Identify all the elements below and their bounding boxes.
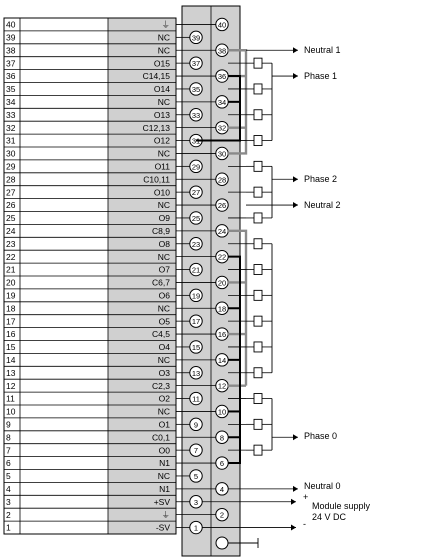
signal-label: N1 — [159, 484, 170, 494]
row-number: 27 — [6, 187, 16, 198]
row-number: 19 — [6, 290, 16, 301]
row-number: 25 — [6, 213, 16, 224]
signal-label: C4,5 — [152, 329, 170, 340]
row-number: 22 — [6, 251, 16, 262]
signal-label: C2,3 — [152, 380, 170, 391]
terminal-number: 11 — [192, 394, 200, 404]
label-voltage: 24 V DC — [312, 512, 347, 522]
terminal-number: 21 — [191, 265, 201, 275]
row-number: 33 — [6, 109, 16, 120]
row-number: 30 — [6, 148, 16, 159]
terminal-number: 13 — [191, 368, 201, 378]
terminal-number: 31 — [191, 136, 201, 146]
row-number: 40 — [6, 19, 16, 30]
terminal-number: 6 — [219, 459, 225, 469]
row-number: 23 — [6, 238, 16, 249]
load-resistor — [254, 187, 262, 197]
terminal-number: 4 — [219, 484, 225, 494]
label-phase-1: Phase 1 — [304, 71, 338, 81]
row-number: 36 — [6, 71, 16, 82]
signal-label: NC — [157, 251, 170, 262]
terminal-number: 23 — [191, 239, 201, 249]
terminal-number: 28 — [217, 175, 227, 185]
signal-label: O5 — [158, 316, 170, 327]
terminal-number: 2 — [219, 510, 225, 520]
row-number: 32 — [6, 122, 16, 133]
terminal-number: 7 — [193, 446, 199, 456]
signal-label: NC — [157, 355, 170, 365]
row-number: 7 — [6, 445, 11, 456]
row-number: 3 — [6, 496, 11, 507]
signal-label: C10,11 — [143, 174, 170, 185]
load-resistor — [254, 161, 262, 171]
signal-label: ⏚ — [161, 19, 170, 30]
signal-label: O9 — [158, 213, 170, 224]
terminal-number: 40 — [217, 20, 227, 30]
signal-label: NC — [157, 97, 170, 107]
terminal-number: 26 — [217, 201, 227, 211]
cable-table — [4, 18, 176, 534]
load-resistor — [254, 368, 262, 378]
signal-label: NC — [157, 471, 170, 482]
load-resistor — [254, 213, 262, 223]
signal-label: O12 — [153, 135, 170, 146]
row-number: 35 — [6, 84, 16, 95]
row-number: 28 — [6, 174, 16, 185]
terminal-number: 20 — [217, 278, 227, 288]
terminal-number: 34 — [217, 97, 227, 107]
terminal-number: 5 — [193, 471, 199, 481]
terminal-number: 33 — [191, 110, 201, 120]
signal-label: C6,7 — [152, 277, 170, 288]
row-number: 24 — [6, 226, 16, 236]
signal-label: O7 — [158, 264, 170, 275]
row-number: 37 — [6, 58, 16, 69]
terminal-number: 38 — [217, 46, 227, 56]
row-number: 11 — [6, 393, 15, 404]
terminal-number: 22 — [217, 252, 227, 262]
terminal-number: 17 — [191, 317, 201, 327]
load-resistor — [254, 342, 262, 352]
signal-label: C8,9 — [152, 226, 170, 236]
signal-label: -SV — [155, 522, 170, 533]
terminal-number: 14 — [217, 355, 227, 365]
row-number: 21 — [6, 264, 16, 275]
row-number: 1 — [6, 522, 11, 533]
row-number: 38 — [6, 45, 16, 56]
row-number: 20 — [6, 277, 16, 288]
load-resistor — [254, 445, 262, 455]
load-resistor — [254, 84, 262, 94]
signal-label: C12,13 — [142, 122, 170, 133]
terminal-number: 25 — [191, 213, 201, 223]
signal-label: O13 — [153, 109, 170, 120]
signal-label: ⏚ — [161, 509, 170, 520]
row-number: 8 — [6, 432, 11, 443]
row-number: 34 — [6, 97, 16, 107]
label-neutral-1: Neutral 1 — [304, 45, 341, 55]
terminal-number: 27 — [191, 188, 201, 198]
row-number: 13 — [6, 367, 16, 378]
row-number: 2 — [6, 509, 11, 520]
load-resistor — [254, 265, 262, 275]
label-phase-0: Phase 0 — [304, 431, 338, 441]
terminal-number: 30 — [217, 149, 227, 159]
signal-label: NC — [157, 32, 170, 43]
load-resistor — [254, 58, 262, 68]
signal-label: O11 — [154, 161, 170, 172]
terminal-number: 10 — [217, 407, 227, 417]
row-number: 26 — [6, 200, 16, 211]
terminal-number: 3 — [193, 497, 199, 507]
signal-label: O8 — [158, 238, 170, 249]
label-neutral-2: Neutral 2 — [304, 200, 341, 210]
row-number: 14 — [6, 355, 16, 365]
terminal-number: 12 — [217, 381, 227, 391]
label-module-supply: Module supply — [312, 501, 371, 511]
load-resistor — [254, 419, 262, 429]
signal-label: C0,1 — [152, 432, 170, 443]
row-number: 12 — [6, 380, 16, 391]
terminal-number: 35 — [191, 84, 201, 94]
signal-label: NC — [157, 45, 170, 56]
signal-label: O15 — [153, 58, 170, 69]
signal-label: O4 — [158, 342, 170, 353]
mounting-screw — [216, 537, 228, 549]
terminal-number: 39 — [191, 33, 201, 43]
terminal-number: 15 — [191, 342, 201, 352]
signal-label: NC — [157, 406, 170, 417]
signal-label: O10 — [153, 187, 170, 198]
row-number: 29 — [6, 161, 16, 172]
row-number: 18 — [6, 303, 16, 314]
terminal-number: 16 — [217, 330, 227, 340]
signal-label: NC — [157, 200, 170, 211]
terminal-number: 1 — [193, 523, 199, 533]
label-neutral-0: Neutral 0 — [304, 481, 341, 491]
load-resistor — [254, 136, 262, 146]
load-resistor — [254, 239, 262, 249]
label-minus: - — [303, 519, 306, 529]
terminal-number: 18 — [217, 304, 227, 314]
terminal-number: 8 — [219, 433, 225, 443]
load-resistor — [254, 290, 262, 300]
row-number: 5 — [6, 471, 11, 482]
load-resistor — [254, 316, 262, 326]
label-plus: + — [303, 492, 309, 502]
signal-label: O2 — [158, 393, 170, 404]
load-resistor — [254, 110, 262, 120]
signal-label: O14 — [153, 84, 170, 95]
signal-label: O1 — [158, 419, 170, 430]
signal-label: NC — [157, 148, 170, 159]
row-number: 9 — [6, 419, 11, 430]
row-number: 39 — [6, 32, 16, 43]
row-number: 17 — [6, 316, 16, 327]
signal-label: O3 — [158, 367, 170, 378]
row-number: 15 — [6, 342, 16, 353]
row-number: 16 — [6, 329, 16, 340]
terminal-number: 36 — [217, 72, 227, 82]
terminal-number: 19 — [191, 291, 201, 301]
terminal-number: 29 — [191, 162, 201, 172]
signal-label: O6 — [158, 290, 170, 301]
row-number: 4 — [6, 484, 11, 494]
signal-label: NC — [157, 303, 170, 314]
signal-label: N1 — [159, 458, 170, 469]
signal-label: C14,15 — [142, 71, 170, 82]
row-number: 10 — [6, 406, 16, 417]
row-number: 31 — [6, 135, 16, 146]
terminal-number: 32 — [217, 123, 227, 133]
signal-label: +SV — [153, 496, 170, 507]
load-resistor — [254, 394, 262, 404]
external-labels — [303, 45, 371, 529]
terminal-number: 24 — [217, 226, 227, 236]
label-phase-2: Phase 2 — [304, 174, 338, 184]
terminal-number: 9 — [193, 420, 199, 430]
signal-label: O0 — [158, 445, 170, 456]
row-number: 6 — [6, 458, 11, 469]
terminal-number: 37 — [191, 59, 201, 69]
